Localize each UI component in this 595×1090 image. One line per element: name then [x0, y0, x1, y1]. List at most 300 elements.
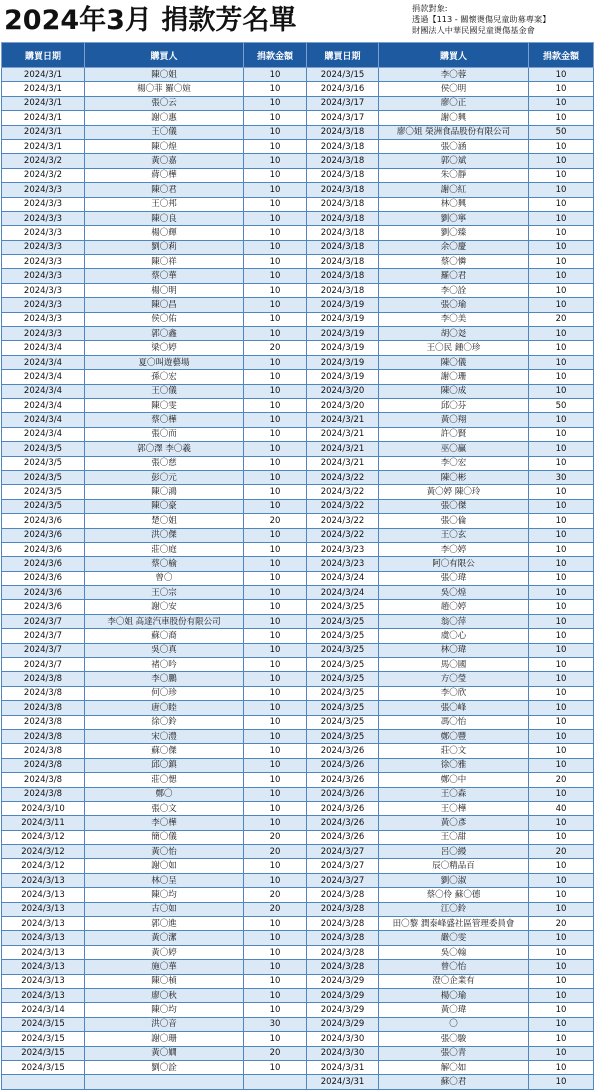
cell-date: 2024/3/30: [307, 1046, 379, 1060]
table-row: [2, 499, 594, 513]
table-row: [2, 312, 594, 326]
cell-date: 2024/3/25: [307, 715, 379, 729]
cell-buyer: 馮〇怡: [379, 715, 529, 729]
cell-date: 2024/3/25: [307, 614, 379, 628]
cell-amount: 10: [529, 96, 594, 110]
cell-amount: 10: [529, 456, 594, 470]
table-row: [2, 528, 594, 542]
cell-buyer: 陳〇煌: [85, 139, 244, 153]
cell-date: 2024/3/25: [307, 686, 379, 700]
cell-amount: 10: [529, 643, 594, 657]
cell-amount: 10: [529, 370, 594, 384]
cell-buyer: 黃〇婷: [85, 945, 244, 959]
cell-buyer: 陳〇豪: [85, 499, 244, 513]
cell-amount: 10: [529, 183, 594, 197]
cell-date: 2024/3/20: [307, 384, 379, 398]
cell-buyer: 唐〇睦: [85, 701, 244, 715]
cell-date: 2024/3/5: [2, 456, 85, 470]
cell-date: 2024/3/15: [2, 1046, 85, 1060]
cell-buyer: 古〇如: [85, 902, 244, 916]
cell-buyer: 楊〇輝: [85, 226, 244, 240]
cell-date: 2024/3/6: [2, 586, 85, 600]
cell-buyer: 邱〇芬: [379, 398, 529, 412]
cell-amount: 10: [244, 269, 307, 283]
table-row: [2, 413, 594, 427]
cell-buyer: 張〇瑋: [379, 571, 529, 585]
cell-amount: 10: [529, 485, 594, 499]
cell-buyer: 趙〇婷: [379, 600, 529, 614]
table-row: [2, 830, 594, 844]
table-row: [2, 816, 594, 830]
cell-date: 2024/3/20: [307, 398, 379, 412]
cell-amount: 10: [529, 298, 594, 312]
table-row: [2, 398, 594, 412]
table-row: [2, 68, 594, 82]
cell-amount: 10: [529, 1075, 594, 1089]
cell-amount: 10: [244, 571, 307, 585]
cell-date: 2024/3/7: [2, 643, 85, 657]
cell-buyer: 余〇慶: [379, 240, 529, 254]
cell-date: 2024/3/18: [307, 226, 379, 240]
cell-date: 2024/3/6: [2, 542, 85, 556]
cell-date: 2024/3/6: [2, 514, 85, 528]
cell-amount: 10: [529, 528, 594, 542]
table-row: [2, 571, 594, 585]
table-row: [2, 370, 594, 384]
table-row: [2, 211, 594, 225]
cell-buyer: 廖〇正: [379, 96, 529, 110]
table-row: [2, 729, 594, 743]
table-row: [2, 629, 594, 643]
table-row: [2, 485, 594, 499]
cell-amount: 10: [529, 283, 594, 297]
table-row: [2, 470, 594, 484]
cell-amount: 10: [529, 226, 594, 240]
cell-date: 2024/3/21: [307, 442, 379, 456]
cell-amount: 10: [244, 744, 307, 758]
cell-date: 2024/3/31: [307, 1075, 379, 1089]
cell-amount: 10: [529, 672, 594, 686]
cell-amount: 10: [529, 960, 594, 974]
cell-date: 2024/3/31: [307, 1060, 379, 1074]
table-row: [2, 542, 594, 556]
table-row: [2, 355, 594, 369]
cell-date: 2024/3/3: [2, 327, 85, 341]
cell-amount: 10: [529, 945, 594, 959]
table-row: [2, 643, 594, 657]
cell-date: 2024/3/18: [307, 154, 379, 168]
cell-amount: 10: [244, 945, 307, 959]
cell-amount: 20: [244, 830, 307, 844]
cell-amount: 10: [244, 499, 307, 513]
cell-buyer: 蔡〇榆: [85, 557, 244, 571]
cell-date: 2024/3/19: [307, 312, 379, 326]
donation-target-note: [412, 3, 550, 36]
table-row: [2, 917, 594, 931]
cell-date: 2024/3/27: [307, 845, 379, 859]
cell-buyer: 林〇呈: [85, 873, 244, 887]
cell-buyer: 陳〇祥: [85, 255, 244, 269]
cell-amount: 10: [529, 557, 594, 571]
cell-amount: 20: [529, 917, 594, 931]
cell-amount: 10: [529, 427, 594, 441]
cell-buyer: 陳〇昌: [85, 298, 244, 312]
column-header-amount: 捐款金額: [244, 43, 307, 68]
cell-date: 2024/3/21: [307, 413, 379, 427]
cell-amount: 10: [244, 197, 307, 211]
cell-buyer: 徐〇雅: [379, 758, 529, 772]
cell-buyer: 李〇宏: [379, 456, 529, 470]
cell-date: 2024/3/22: [307, 470, 379, 484]
cell-buyer: 解〇如: [379, 1060, 529, 1074]
cell-date: 2024/3/8: [2, 715, 85, 729]
cell-amount: 10: [529, 1017, 594, 1031]
cell-amount: 10: [244, 139, 307, 153]
cell-amount: 10: [529, 1003, 594, 1017]
cell-buyer: 謝〇珊: [379, 370, 529, 384]
cell-buyer: 蔣〇樺: [85, 168, 244, 182]
cell-date: 2024/3/25: [307, 629, 379, 643]
table-row: [2, 514, 594, 528]
cell-amount: 10: [244, 427, 307, 441]
cell-date: 2024/3/3: [2, 298, 85, 312]
cell-amount: 10: [529, 586, 594, 600]
table-row: [2, 787, 594, 801]
cell-date: 2024/3/28: [307, 960, 379, 974]
table-row: [2, 658, 594, 672]
cell-amount: 10: [244, 600, 307, 614]
table-row: [2, 427, 594, 441]
cell-amount: 10: [529, 701, 594, 715]
cell-date: 2024/3/13: [2, 902, 85, 916]
table-row: [2, 686, 594, 700]
cell-amount: 10: [529, 902, 594, 916]
cell-date: 2024/3/6: [2, 528, 85, 542]
cell-date: 2024/3/19: [307, 341, 379, 355]
cell-amount: 10: [244, 931, 307, 945]
cell-amount: 10: [244, 327, 307, 341]
cell-buyer: 楊〇瑜: [379, 989, 529, 1003]
cell-amount: 10: [244, 384, 307, 398]
cell-buyer: 李〇姐 高達汽車股份有限公司: [85, 614, 244, 628]
cell-buyer: 黃〇潔: [85, 931, 244, 945]
table-row: [2, 586, 594, 600]
cell-date: 2024/3/16: [307, 82, 379, 96]
cell-amount: 20: [244, 902, 307, 916]
cell-amount: 20: [244, 1046, 307, 1060]
cell-amount: 10: [244, 801, 307, 815]
column-header-date: 購買日期: [307, 43, 379, 68]
table-row: [2, 1017, 594, 1031]
cell-date: 2024/3/19: [307, 327, 379, 341]
cell-buyer: 阿〇有限公: [379, 557, 529, 571]
table-row: [2, 111, 594, 125]
cell-buyer: 呂〇縵: [379, 845, 529, 859]
cell-date: 2024/3/18: [307, 211, 379, 225]
cell-buyer: 李〇樺: [85, 816, 244, 830]
cell-date: 2024/3/5: [2, 470, 85, 484]
cell-amount: 10: [529, 1060, 594, 1074]
cell-amount: 10: [244, 960, 307, 974]
cell-date: 2024/3/3: [2, 226, 85, 240]
cell-buyer: 王〇宗: [85, 586, 244, 600]
cell-buyer: 吳〇翰: [379, 945, 529, 959]
table-row: [2, 557, 594, 571]
cell-date: 2024/3/2: [2, 154, 85, 168]
cell-buyer: 王〇樺: [379, 801, 529, 815]
column-header-amount: 捐款金額: [529, 43, 594, 68]
cell-date: 2024/3/8: [2, 729, 85, 743]
table-row: [2, 989, 594, 1003]
cell-buyer: 李〇婷: [379, 542, 529, 556]
cell-buyer: 謝〇如: [85, 859, 244, 873]
cell-amount: 20: [529, 773, 594, 787]
cell-amount: 10: [529, 211, 594, 225]
table-row: [2, 888, 594, 902]
cell-amount: 10: [244, 183, 307, 197]
cell-buyer: 蘇〇傑: [85, 744, 244, 758]
cell-date: 2024/3/22: [307, 528, 379, 542]
cell-amount: 10: [244, 686, 307, 700]
cell-date: 2024/3/6: [2, 571, 85, 585]
cell-date: 2024/3/3: [2, 211, 85, 225]
cell-amount: 10: [244, 586, 307, 600]
cell-date: 2024/3/1: [2, 125, 85, 139]
cell-buyer: 蔡〇憐: [379, 255, 529, 269]
cell-date: 2024/3/30: [307, 1032, 379, 1046]
cell-buyer: 王〇邦: [85, 197, 244, 211]
cell-date: 2024/3/3: [2, 197, 85, 211]
cell-date: 2024/3/15: [2, 1060, 85, 1074]
cell-amount: 10: [529, 600, 594, 614]
table-row: [2, 1046, 594, 1060]
cell-buyer: 馬〇國: [379, 658, 529, 672]
cell-buyer: 張〇而: [85, 427, 244, 441]
cell-amount: 10: [529, 888, 594, 902]
cell-date: 2024/3/1: [2, 82, 85, 96]
cell-amount: 10: [529, 989, 594, 1003]
cell-buyer: 黃〇怡: [85, 845, 244, 859]
cell-buyer: 陳〇良: [85, 211, 244, 225]
cell-date: 2024/3/25: [307, 701, 379, 715]
cell-date: 2024/3/13: [2, 873, 85, 887]
cell-buyer: 張〇云: [85, 96, 244, 110]
cell-date: 2024/3/7: [2, 658, 85, 672]
cell-date: 2024/3/6: [2, 600, 85, 614]
cell-amount: 10: [529, 384, 594, 398]
cell-date: 2024/3/29: [307, 989, 379, 1003]
cell-amount: 10: [244, 226, 307, 240]
cell-date: 2024/3/29: [307, 974, 379, 988]
cell-amount: 30: [529, 470, 594, 484]
cell-buyer: 羅〇君: [379, 269, 529, 283]
cell-date: 2024/3/27: [307, 859, 379, 873]
cell-amount: 10: [529, 341, 594, 355]
cell-date: 2024/3/4: [2, 427, 85, 441]
cell-amount: 10: [244, 154, 307, 168]
cell-date: 2024/3/26: [307, 830, 379, 844]
cell-amount: 10: [244, 1060, 307, 1074]
cell-amount: 10: [244, 773, 307, 787]
cell-date: 2024/3/13: [2, 989, 85, 1003]
cell-date: 2024/3/15: [2, 1017, 85, 1031]
cell-date: 2024/3/10: [2, 801, 85, 815]
cell-amount: 10: [529, 1046, 594, 1060]
table-row: [2, 327, 594, 341]
table-row: [2, 226, 594, 240]
table-header-row: [2, 43, 594, 68]
cell-buyer: 張〇倫: [379, 514, 529, 528]
cell-buyer: 王〇甜: [379, 830, 529, 844]
cell-buyer: 簡〇儀: [85, 830, 244, 844]
table-row: [2, 600, 594, 614]
cell-amount: 10: [244, 715, 307, 729]
cell-buyer: [85, 1075, 244, 1089]
cell-buyer: 謝〇紅: [379, 183, 529, 197]
cell-amount: 10: [529, 139, 594, 153]
cell-amount: 10: [244, 283, 307, 297]
table-row: [2, 283, 594, 297]
cell-date: 2024/3/18: [307, 183, 379, 197]
cell-amount: 10: [244, 989, 307, 1003]
cell-date: 2024/3/12: [2, 859, 85, 873]
cell-buyer: 楚〇姐: [85, 514, 244, 528]
cell-buyer: 陳〇雯: [85, 398, 244, 412]
cell-buyer: 鄭〇中: [379, 773, 529, 787]
cell-buyer: 虞〇心: [379, 629, 529, 643]
cell-buyer: 郭〇進: [85, 917, 244, 931]
cell-amount: 10: [244, 1003, 307, 1017]
cell-buyer: 李〇詮: [379, 283, 529, 297]
cell-date: 2024/3/8: [2, 701, 85, 715]
cell-buyer: 郭〇澤 李〇羲: [85, 442, 244, 456]
cell-date: 2024/3/12: [2, 830, 85, 844]
table-row: [2, 298, 594, 312]
cell-amount: 10: [529, 499, 594, 513]
cell-buyer: 彭〇元: [85, 470, 244, 484]
cell-buyer: 褚〇吟: [85, 658, 244, 672]
cell-date: 2024/3/4: [2, 370, 85, 384]
donor-table: [1, 42, 594, 1090]
cell-amount: 20: [244, 341, 307, 355]
cell-date: 2024/3/26: [307, 816, 379, 830]
table-row: [2, 614, 594, 628]
cell-date: 2024/3/19: [307, 355, 379, 369]
cell-buyer: 劉〇寧: [379, 211, 529, 225]
cell-amount: 10: [244, 1032, 307, 1046]
cell-date: 2024/3/24: [307, 586, 379, 600]
cell-amount: 10: [244, 614, 307, 628]
cell-buyer: 張〇駿: [379, 1032, 529, 1046]
column-header-buyer: 購買人: [85, 43, 244, 68]
cell-date: 2024/3/7: [2, 629, 85, 643]
cell-amount: 10: [244, 442, 307, 456]
cell-date: 2024/3/8: [2, 672, 85, 686]
cell-date: 2024/3/3: [2, 240, 85, 254]
cell-amount: 50: [529, 398, 594, 412]
cell-amount: 10: [244, 456, 307, 470]
cell-buyer: 朱〇靜: [379, 168, 529, 182]
table-row: [2, 715, 594, 729]
cell-date: 2024/3/18: [307, 125, 379, 139]
cell-buyer: 楊〇明: [85, 283, 244, 297]
cell-date: 2024/3/7: [2, 614, 85, 628]
cell-date: 2024/3/8: [2, 758, 85, 772]
cell-amount: 10: [529, 974, 594, 988]
cell-date: 2024/3/12: [2, 845, 85, 859]
cell-buyer: 張〇慈: [85, 456, 244, 470]
cell-amount: 10: [529, 82, 594, 96]
cell-buyer: 謝〇珊: [85, 1032, 244, 1046]
cell-amount: 10: [244, 758, 307, 772]
table-row: [2, 154, 594, 168]
table-row: [2, 672, 594, 686]
cell-amount: 10: [244, 370, 307, 384]
cell-date: 2024/3/4: [2, 384, 85, 398]
table-row: [2, 255, 594, 269]
cell-buyer: 張〇青: [379, 1046, 529, 1060]
cell-date: 2024/3/1: [2, 68, 85, 82]
cell-buyer: 胡〇彣: [379, 327, 529, 341]
cell-date: 2024/3/18: [307, 139, 379, 153]
cell-buyer: 謝〇安: [85, 600, 244, 614]
cell-buyer: 王〇森: [379, 787, 529, 801]
cell-amount: 10: [529, 413, 594, 427]
cell-buyer: 陳〇鴻: [85, 485, 244, 499]
cell-date: 2024/3/25: [307, 729, 379, 743]
cell-date: 2024/3/29: [307, 1003, 379, 1017]
cell-buyer: 梁〇婷: [85, 341, 244, 355]
cell-date: 2024/3/25: [307, 672, 379, 686]
cell-amount: 10: [529, 816, 594, 830]
cell-buyer: 洪〇音: [85, 1017, 244, 1031]
cell-date: 2024/3/4: [2, 413, 85, 427]
table-row: [2, 974, 594, 988]
cell-date: 2024/3/11: [2, 816, 85, 830]
cell-buyer: 莊〇庭: [85, 542, 244, 556]
cell-buyer: 蘇〇裔: [85, 629, 244, 643]
cell-amount: 10: [244, 729, 307, 743]
table-row: [2, 82, 594, 96]
cell-amount: 10: [244, 82, 307, 96]
cell-amount: 10: [244, 643, 307, 657]
table-row: [2, 456, 594, 470]
cell-buyer: 何〇珍: [85, 686, 244, 700]
table-row: [2, 845, 594, 859]
cell-date: 2024/3/15: [307, 68, 379, 82]
column-header-buyer: 購買人: [379, 43, 529, 68]
cell-date: 2024/3/14: [2, 1003, 85, 1017]
cell-amount: 10: [244, 859, 307, 873]
cell-date: 2024/3/15: [2, 1032, 85, 1046]
column-header-date: 購買日期: [2, 43, 85, 68]
cell-date: 2024/3/3: [2, 255, 85, 269]
cell-amount: 10: [244, 658, 307, 672]
cell-amount: 10: [244, 816, 307, 830]
cell-buyer: 鄭〇: [85, 787, 244, 801]
table-row: [2, 758, 594, 772]
table-row: [2, 1032, 594, 1046]
cell-buyer: 陳〇君: [85, 183, 244, 197]
cell-date: 2024/3/3: [2, 312, 85, 326]
cell-buyer: 張〇瑜: [379, 298, 529, 312]
cell-date: 2024/3/17: [307, 111, 379, 125]
cell-buyer: 陳〇均: [85, 888, 244, 902]
cell-buyer: 蔡〇華: [85, 269, 244, 283]
cell-amount: 10: [244, 672, 307, 686]
cell-amount: 10: [529, 744, 594, 758]
cell-amount: 10: [244, 211, 307, 225]
